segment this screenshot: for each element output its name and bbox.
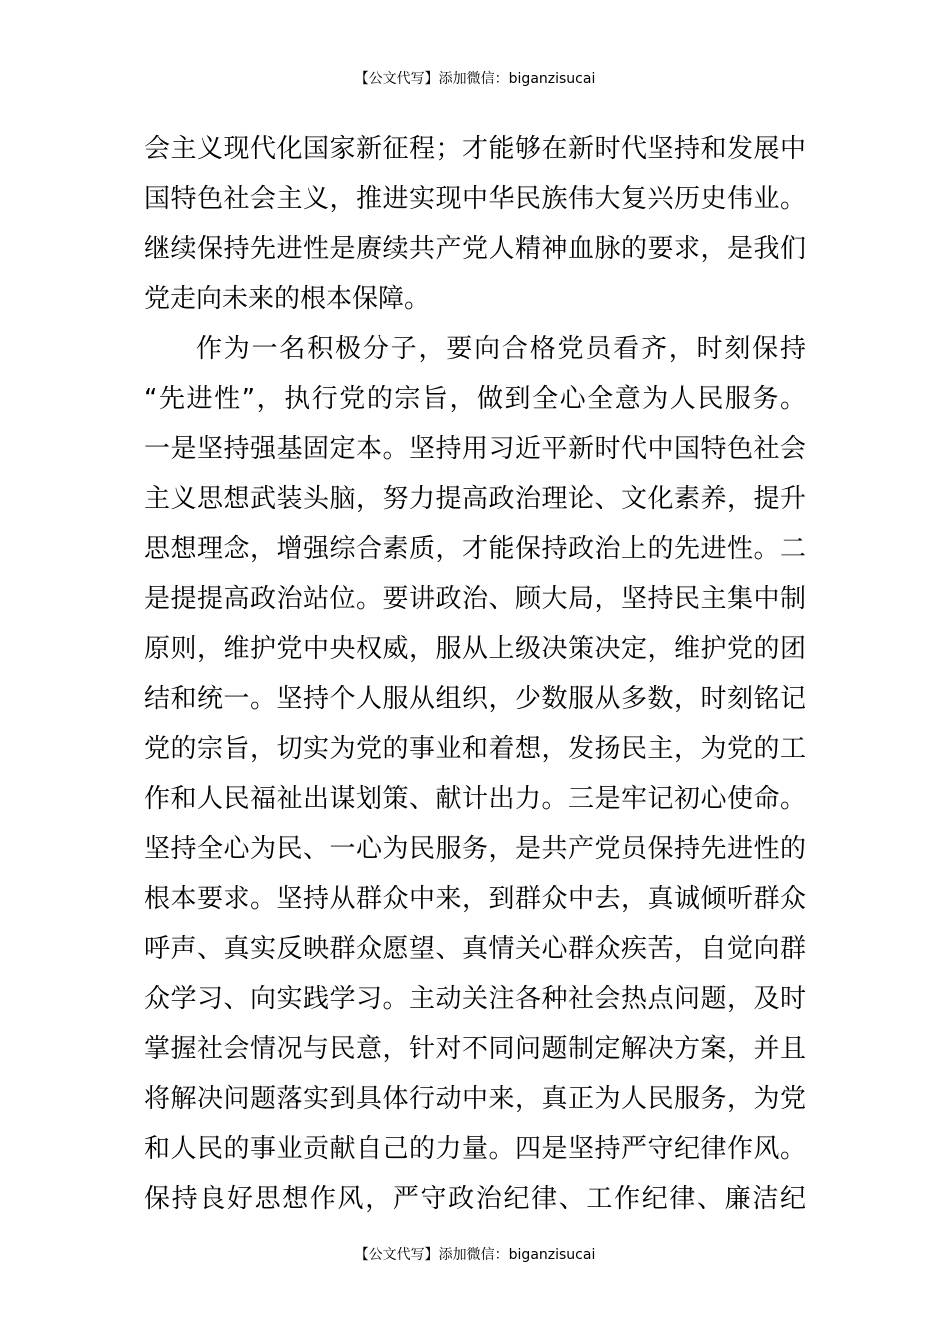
paragraph-start-line: 作为一名积极分子，要向合格党员看齐，时刻保持 bbox=[196, 334, 806, 364]
text-line: 原则，维护党中央权威，服从上级决策决定，维护党的团 bbox=[144, 634, 806, 664]
paragraph-end-line: 党走向未来的根本保障。 bbox=[144, 284, 431, 314]
text-line: 保持良好思想作风，严守政治纪律、工作纪律、廉洁纪 bbox=[144, 1184, 806, 1214]
text-line: 和人民的事业贡献自己的力量。四是坚持严守纪律作风。 bbox=[144, 1134, 806, 1164]
text-line: 将解决问题落实到具体行动中来，真正为人民服务，为党 bbox=[144, 1084, 806, 1114]
text-line: 会主义现代化国家新征程；才能够在新时代坚持和发展中 bbox=[144, 134, 806, 164]
body-text bbox=[144, 124, 806, 1224]
text-line: “先进性”，执行党的宗旨，做到全心全意为人民服务。 bbox=[144, 384, 806, 414]
text-line: 一是坚持强基固定本。坚持用习近平新时代中国特色社会 bbox=[144, 434, 806, 464]
text-line: 呼声、真实反映群众愿望、真情关心群众疾苦，自觉向群 bbox=[144, 934, 806, 964]
text-line: 作和人民福祉出谋划策、献计出力。三是牢记初心使命。 bbox=[144, 784, 806, 814]
page-footer: 【公文代写】添加微信：biganzisucai bbox=[354, 1247, 596, 1263]
text-line: 众学习、向实践学习。主动关注各种社会热点问题，及时 bbox=[144, 984, 806, 1014]
text-line: 是提提高政治站位。要讲政治、顾大局，坚持民主集中制 bbox=[144, 584, 806, 614]
text-line: 掌握社会情况与民意，针对不同问题制定解决方案，并且 bbox=[144, 1034, 806, 1064]
page-header: 【公文代写】添加微信：biganzisucai bbox=[354, 71, 596, 87]
text-line: 党的宗旨，切实为党的事业和着想，发扬民主，为党的工 bbox=[144, 734, 806, 764]
text-line: 结和统一。坚持个人服从组织，少数服从多数，时刻铭记 bbox=[144, 684, 806, 714]
text-line: 国特色社会主义，推进实现中华民族伟大复兴历史伟业。 bbox=[144, 184, 806, 214]
text-line: 根本要求。坚持从群众中来，到群众中去，真诚倾听群众 bbox=[144, 884, 806, 914]
text-line: 坚持全心为民、一心为民服务，是共产党员保持先进性的 bbox=[144, 834, 806, 864]
text-line: 思想理念，增强综合素质，才能保持政治上的先进性。二 bbox=[144, 534, 806, 564]
text-line: 主义思想武装头脑，努力提高政治理论、文化素养，提升 bbox=[144, 484, 806, 514]
text-line: 继续保持先进性是赓续共产党人精神血脉的要求，是我们 bbox=[144, 234, 806, 264]
